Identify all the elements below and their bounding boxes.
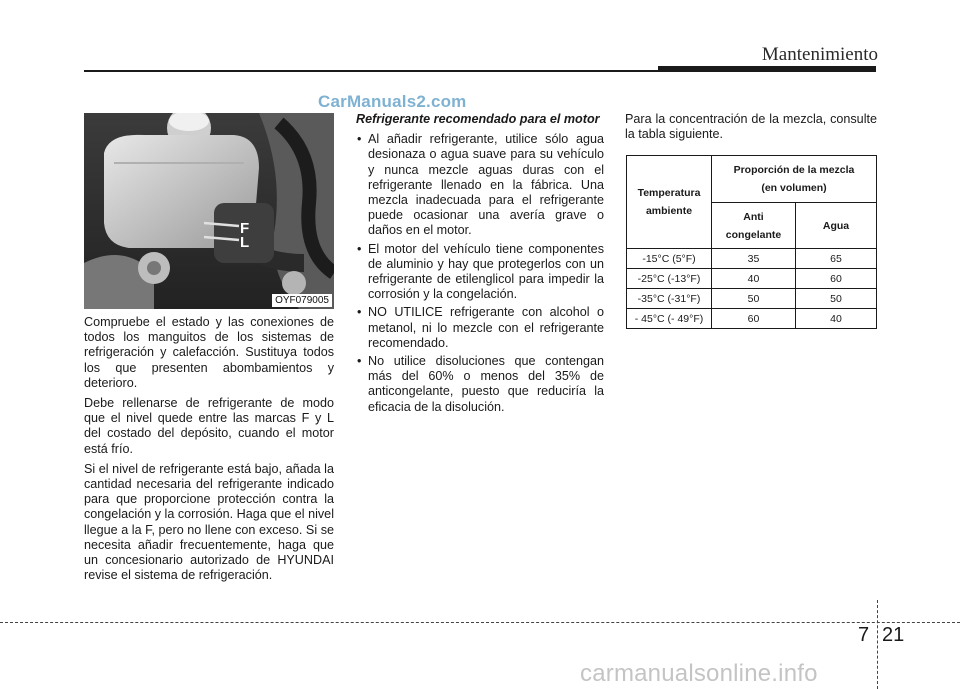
bullet-icon: • [357,354,362,369]
footer-divider [877,600,878,689]
cell-temperature: -25°C (-13°F) [627,269,712,289]
cell-temperature: - 45°C (- 49°F) [627,309,712,329]
cell-temperature: -35°C (-31°F) [627,289,712,309]
cell-water: 40 [796,309,877,329]
right-column [625,112,877,147]
engine-bay-illustration [84,113,334,309]
table-row [627,249,877,269]
watermark-top[interactable]: CarManuals2.com [318,92,467,111]
header-ratio: Proporción de la mezcla (en volumen) [712,156,877,203]
table-row [627,289,877,309]
header-antifreeze: Anti congelante [712,203,796,249]
cell-temperature: -15°C (5°F) [627,249,712,269]
low-mark-label: L [240,234,250,251]
footer-rule [0,622,960,623]
bullet-icon: • [357,305,362,320]
bullet-icon: • [357,132,362,147]
paragraph-fill-level: Debe rellenarse de refrigerante de modo que el nivel quede entre las marcas F y L del costado del depósito, cuando el motor está frío. [84,396,334,456]
cell-antifreeze: 40 [712,269,796,289]
cell-antifreeze: 35 [712,249,796,269]
chapter-number: 7 [858,624,870,646]
left-column [84,315,334,588]
header-temperature: Temperatura ambiente [627,156,712,249]
list-item: • NO UTILICE refrigerante con alcohol o metanol, ni lo mezcle con el refrigerante recomendado. [357,305,604,350]
bullet-icon: • [357,241,362,256]
header-rule [84,70,664,72]
mixture-table [626,155,877,329]
page-number: 21 [882,624,905,646]
section-title: Mantenimiento [761,44,878,65]
figure-code: OYF079005 [272,294,332,307]
list-item: • El motor del vehículo tiene componentes de aluminio y hay que protegerlos con un refrigerante de etilenglicol para impedir la corrosión y la congelación. [357,241,604,302]
watermark-bottom[interactable]: carmanualsonline.info [580,660,818,687]
cell-antifreeze: 50 [712,289,796,309]
paragraph-low-level: Si el nivel de refrigerante está bajo, añada la cantidad necesaria del refrigerante indicado para que proporcione protección contra la congelación y la corrosión. Haga que el nivel llegue a la F, pero no llene con exceso. Si se necesita añadir frecuentemente, haga que un concesionario autorizado de HYUNDAI revise el sistema de refrigeración. [84,461,334,583]
cell-water: 65 [796,249,877,269]
table-row [627,269,877,289]
table-intro: Para la concentración de la mezcla, consulte la tabla siguiente. [625,112,877,142]
full-mark-label: F [240,220,250,237]
coolant-reservoir-photo [84,113,334,309]
cell-water: 60 [796,269,877,289]
header-water: Agua [796,203,877,249]
cell-antifreeze: 60 [712,309,796,329]
coolant-bullets [356,132,604,415]
table-row [627,309,877,329]
cell-water: 50 [796,289,877,309]
paragraph-hoses: Compruebe el estado y las conexiones de todos los manguitos de los sistemas de refrigeración y calefacción. Sustituya todos los que presenten abombamientos y deterioro. [84,315,334,390]
list-item: • Al añadir refrigerante, utilice sólo agua desionaza o agua suave para su vehículo y nunca mezcle aguas duras con el refrigerante llenado en la fábrica. Una mezcla inadecuada para el refrigerante puede ocasionar una avería grave o daños en el motor. [357,132,604,238]
list-item: • No utilice disoluciones que contengan más del 60% o menos del 35% de anticongelante, puesto que reduciría la eficacia de la disolución. [357,354,604,414]
header-rule-accent [658,66,876,72]
middle-column [356,112,604,418]
recommended-coolant-heading: Refrigerante recomendado para el motor [356,112,600,126]
